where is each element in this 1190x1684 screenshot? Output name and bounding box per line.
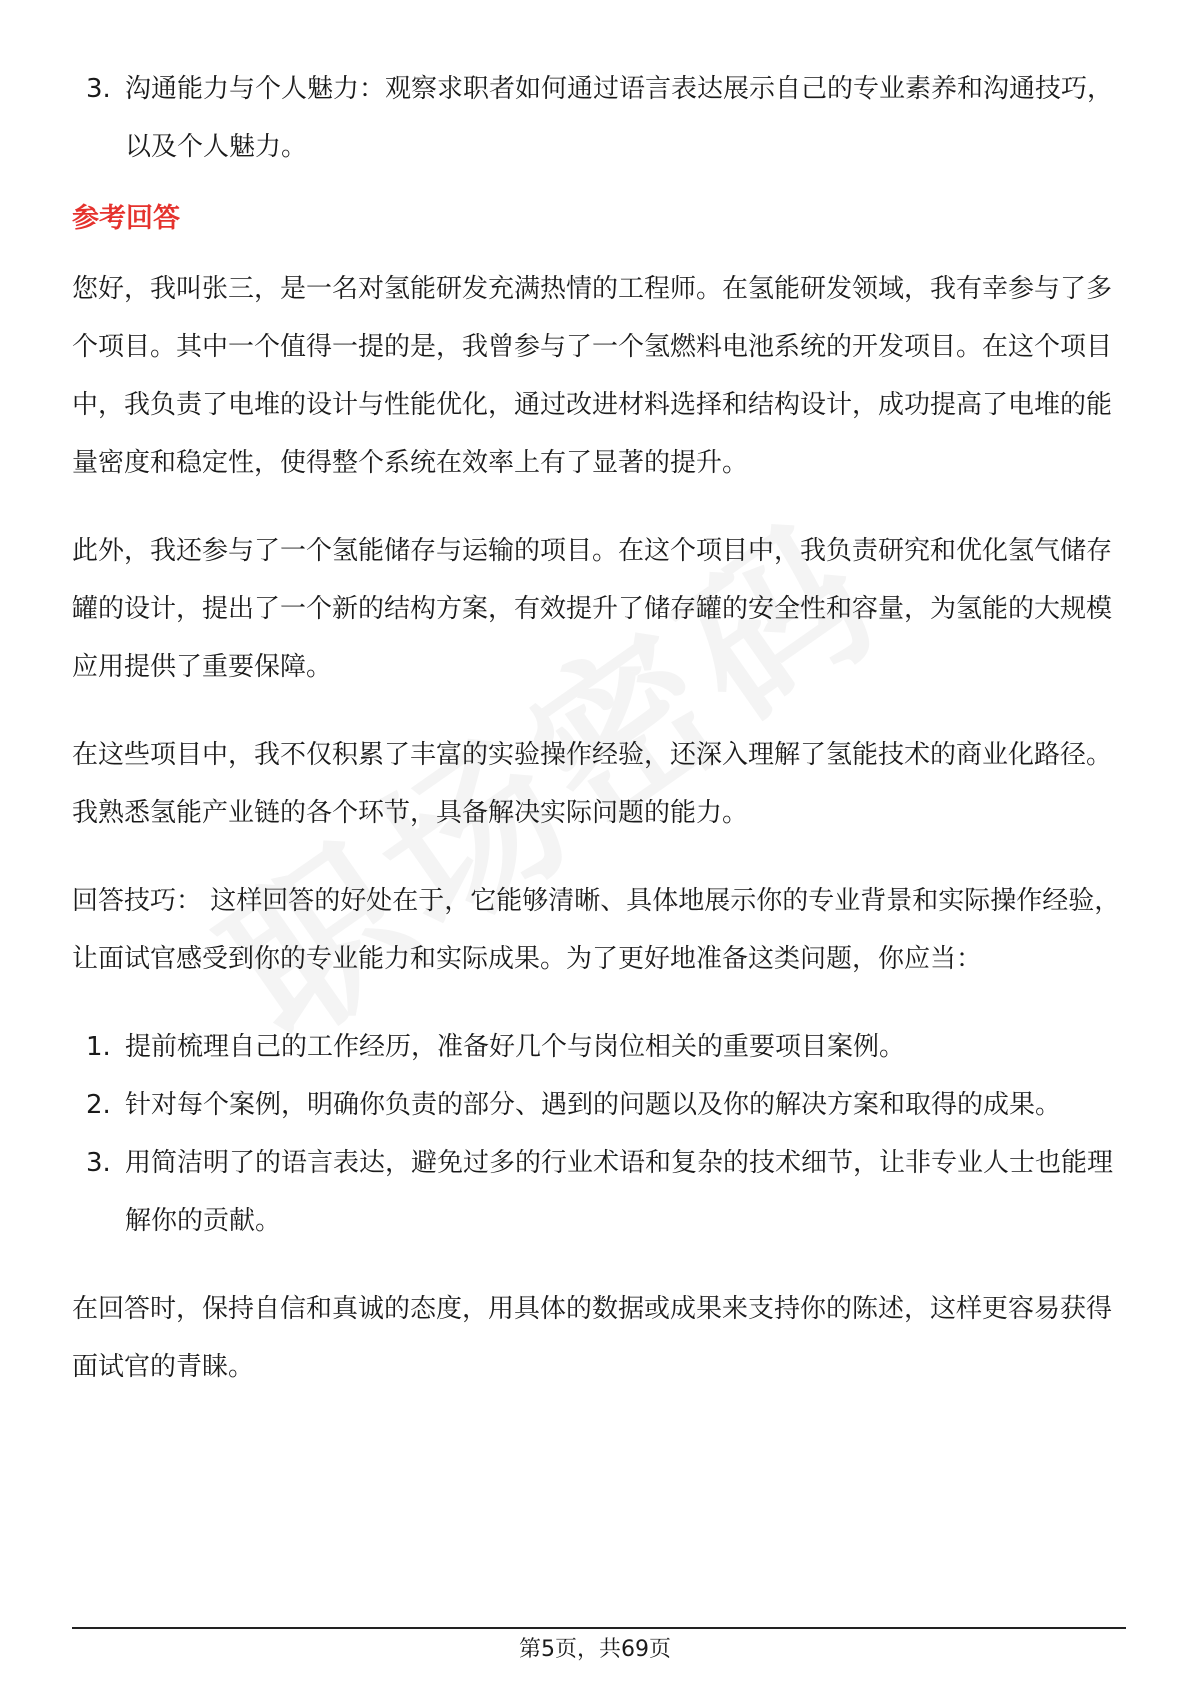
answer-paragraph: 在这些项目中，我不仅积累了丰富的实验操作经验，还深入理解了氢能技术的商业化路径。我熟悉氢能产业链的各个环节，具备解决实际问题的能力。 [72, 740, 1113, 828]
list-text: 沟通能力与个人魅力：观察求职者如何通过语言表达展示自己的专业素养和沟通技巧，以及个人魅力。 [125, 74, 1114, 162]
list-item [72, 60, 1132, 176]
list-item [72, 1134, 1132, 1250]
answer-paragraph: 此外，我还参与了一个氢能储存与运输的项目。在这个项目中，我负责研究和优化氢气储存罐的设计，提出了一个新的结构方案，有效提升了储存罐的安全性和容量，为氢能的大规模应用提供了重要保障。 [72, 536, 1113, 682]
list-text: 提前梳理自己的工作经历，准备好几个与岗位相关的重要项目案例。 [125, 1032, 906, 1062]
document-page [72, 60, 1132, 1426]
list-number: 3. [86, 74, 111, 104]
list-number: 2. [86, 1090, 111, 1120]
section-heading: 参考回答 [72, 203, 180, 234]
answer-paragraph: 您好，我叫张三，是一名对氢能研发充满热情的工程师。在氢能研发领域，我有幸参与了多个项目。其中一个值得一提的是，我曾参与了一个氢燃料电池系统的开发项目。在这个项目中，我负责了电堆的设计与性能优化，通过改进材料选择和结构设计，成功提高了电堆的能量密度和稳定性，使得整个系统在效率上有了显著的提升。 [72, 274, 1113, 478]
list-text: 针对每个案例，明确你负责的部分、遇到的问题以及你的解决方案和取得的成果。 [125, 1090, 1062, 1120]
footer-divider [72, 1627, 1126, 1629]
list-number: 3. [86, 1148, 111, 1178]
list-item [72, 1018, 1132, 1076]
list-number: 1. [86, 1032, 111, 1062]
list-item [72, 1076, 1132, 1134]
closing-paragraph: 在回答时，保持自信和真诚的态度，用具体的数据或成果来支持你的陈述，这样更容易获得面试官的青睐。 [72, 1294, 1113, 1382]
tips-list [72, 1018, 1132, 1250]
page-number: 第5页，共69页 [519, 1637, 671, 1662]
criteria-list [72, 60, 1132, 176]
tips-intro-paragraph: 回答技巧： 这样回答的好处在于，它能够清晰、具体地展示你的专业背景和实际操作经验，让面试官感受到你的专业能力和实际成果。为了更好地准备这类问题，你应当： [72, 886, 1121, 974]
list-text: 用简洁明了的语言表达，避免过多的行业术语和复杂的技术细节，让非专业人士也能理解你的贡献。 [125, 1148, 1114, 1236]
